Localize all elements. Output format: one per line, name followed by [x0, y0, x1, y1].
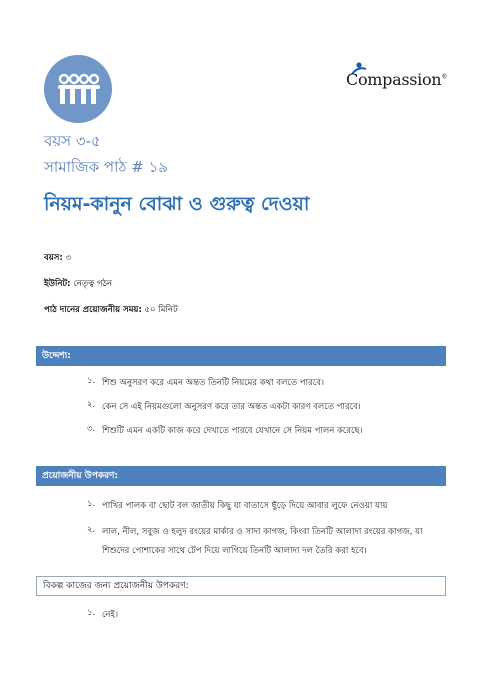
brand-wordmark: [346, 70, 447, 89]
meta-age-value: ৩: [65, 253, 71, 263]
objectives-heading: উদ্দেশ্য:: [36, 346, 446, 366]
logo-circle: [44, 55, 112, 123]
material-text: পাখির পালক বা ছোট বল জাতীয় কিছু যা বাতাসে ছুঁড়ে দিয়ে আবার লুফে নেওয়া যায়: [102, 501, 388, 511]
alt-material-text: নেই।: [102, 610, 118, 620]
meta-unit: [44, 277, 112, 291]
meta-duration-value: ৫০ মিনিট: [144, 305, 178, 315]
material-text: লাল, নীল, সবুজ ও হলুদ রংয়ের মার্কার ও সাদা কাগজ, কিংবা তিনটি আলাদা রংয়ের কাগজ, যা শিশুদের পোশাকের সাথে টেপ দিয়ে লাগিয়ে তিনটি আলাদা দল তৈরি করা হবে।: [102, 527, 423, 556]
objective-text: শিশু অনুসরণ করে এমন অন্তত তিনটি নিয়মের কথা বলতে পারবে।: [102, 378, 324, 388]
meta-unit-label: ইউনিট:: [44, 279, 71, 289]
material-number: ২.: [87, 525, 96, 535]
objective-number: ২.: [87, 400, 96, 410]
objective-text: শিশুটি এমন একটি কাজ করে দেখাতে পারবে যেখানে সে নিয়ম পালন করেছে।: [102, 426, 363, 436]
objective-number: ১.: [87, 376, 96, 386]
material-number: ১.: [87, 499, 96, 509]
objective-text: কেন সে এই নিয়মগুলো অনুসরণ করে তার অন্তত একটা কারণ বলতে পারবে।: [102, 402, 361, 412]
brand-registered-mark: ®: [441, 73, 448, 81]
meta-duration-label: পাঠ দানের প্রয়োজনীয় সময়:: [44, 305, 142, 315]
lesson-number: সামাজিক পাঠ # ১৯: [44, 158, 169, 176]
objective-number: ৩.: [87, 424, 96, 434]
meta-age: [44, 251, 71, 265]
alt-material-number: ১.: [87, 608, 96, 618]
children-group-icon: [44, 55, 112, 123]
lesson-age: বয়স ৩-৫: [44, 132, 101, 150]
meta-age-label: বয়স:: [44, 253, 63, 263]
lesson-title: নিয়ম-কানুন বোঝা ও গুরুত্ব দেওয়া: [44, 193, 310, 215]
alt-materials-heading: বিকল্প কাজের জন্য প্রয়োজনীয় উপকরণ:: [36, 576, 446, 596]
compassion-logo: [346, 60, 448, 94]
meta-unit-value: নেতৃত্ব গঠন: [73, 279, 113, 289]
meta-duration: [44, 303, 178, 317]
materials-heading: প্রয়োজনীয় উপকরণ:: [36, 466, 446, 486]
brand-name: Compassion: [346, 70, 442, 89]
